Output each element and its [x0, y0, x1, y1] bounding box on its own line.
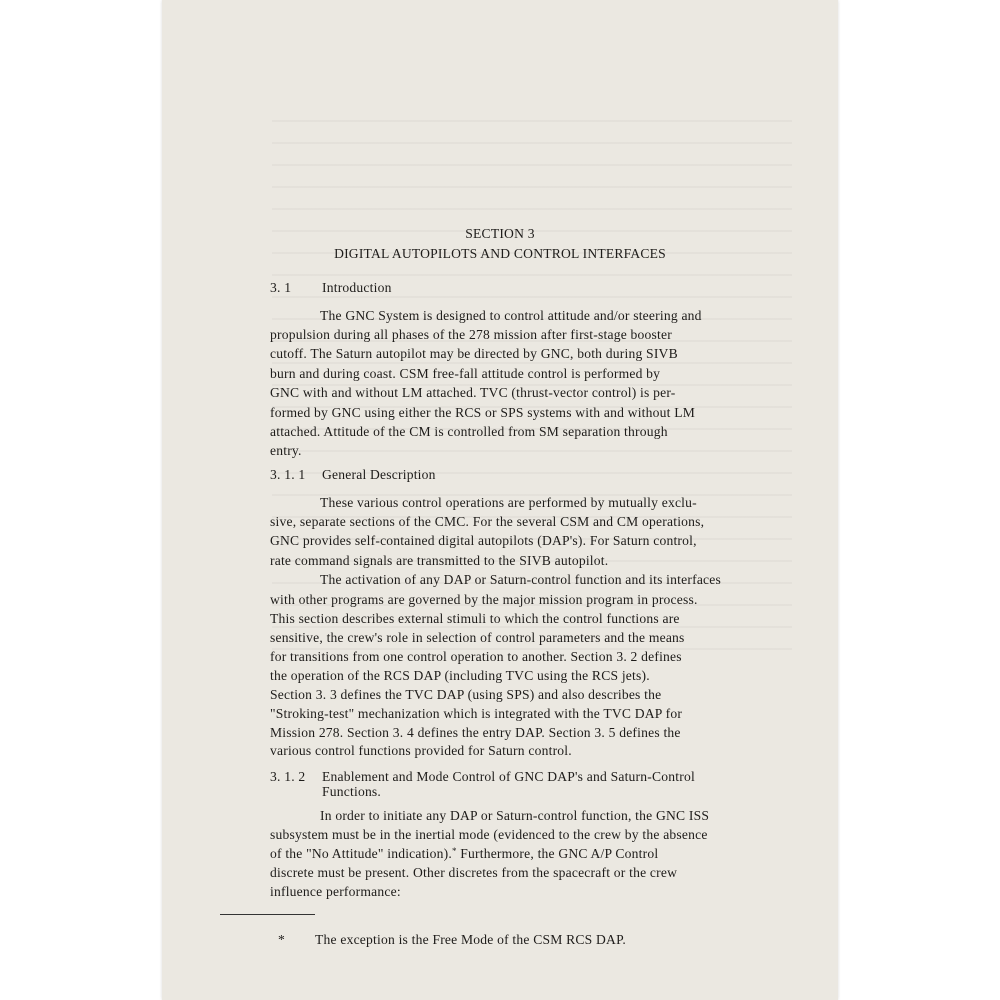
intro-line: entry.: [270, 443, 302, 458]
footnote-text: The exception is the Free Mode of the CSM RCS DAP.: [315, 932, 626, 947]
section-title: DIGITAL AUTOPILOTS AND CONTROL INTERFACES: [334, 246, 666, 261]
general-line: This section describes external stimuli to which the control functions are: [270, 611, 680, 626]
general-line: Section 3. 3 defines the TVC DAP (using SPS) and also describes the: [270, 687, 662, 702]
footnote-mark: *: [278, 932, 285, 947]
general-line: sensitive, the crew's role in selection of control parameters and the means: [270, 630, 685, 645]
general-line: GNC provides self-contained digital autopilots (DAP's). For Saturn control,: [270, 533, 697, 548]
enable-line: In order to initiate any DAP or Saturn-control function, the GNC ISS: [320, 808, 710, 823]
intro-line: GNC with and without LM attached. TVC (thrust-vector control) is per-: [270, 385, 676, 400]
general-line: "Stroking-test" mechanization which is integrated with the TVC DAP for: [270, 706, 683, 721]
intro-line: propulsion during all phases of the 278 mission after first-stage booster: [270, 327, 672, 342]
section-heading: SECTION 3: [465, 226, 535, 241]
general-line: with other programs are governed by the major mission program in process.: [270, 592, 698, 607]
intro-line: burn and during coast. CSM free-fall attitude control is performed by: [270, 366, 661, 381]
general-line: rate command signals are transmitted to the SIVB autopilot.: [270, 553, 609, 568]
general-line: sive, separate sections of the CMC. For the several CSM and CM operations,: [270, 514, 705, 529]
general-line: various control functions provided for Saturn control.: [270, 743, 572, 758]
general-line: for transitions from one control operation to another. Section 3. 2 defines: [270, 649, 682, 664]
intro-line: formed by GNC using either the RCS or SPS systems with and without LM: [270, 405, 696, 420]
section-3-1-title: Introduction: [322, 280, 392, 295]
enable-line: influence performance:: [270, 884, 401, 899]
section-3-1-2-title: Enablement and Mode Control of GNC DAP's and Saturn-Control: [322, 769, 695, 784]
general-line: These various control operations are performed by mutually exclu-: [320, 495, 697, 510]
intro-line: cutoff. The Saturn autopilot may be directed by GNC, both during SIVB: [270, 346, 678, 361]
intro-line: The GNC System is designed to control attitude and/or steering and: [320, 308, 702, 323]
document-page: [162, 0, 838, 1000]
general-line: The activation of any DAP or Saturn-control function and its interfaces: [320, 572, 722, 587]
section-3-1-2-number: 3. 1. 2: [270, 769, 306, 784]
general-line: the operation of the RCS DAP (including TVC using the RCS jets).: [270, 668, 650, 683]
general-line: Mission 278. Section 3. 4 defines the entry DAP. Section 3. 5 defines the: [270, 725, 681, 740]
footnote-marker: *: [451, 846, 457, 856]
enable-line: subsystem must be in the inertial mode (evidenced to the crew by the absence: [270, 827, 708, 842]
section-3-1-1-number: 3. 1. 1: [270, 467, 306, 482]
section-3-1-number: 3. 1: [270, 280, 292, 295]
section-3-1-2-title-cont: Functions.: [322, 784, 382, 799]
section-3-1-1-title: General Description: [322, 467, 436, 482]
enable-line: of the "No Attitude" indication).* Furthermore, the GNC A/P Control: [270, 846, 659, 861]
enable-line: discrete must be present. Other discretes from the spacecraft or the crew: [270, 865, 678, 880]
footnote-rule: [220, 914, 315, 915]
intro-line: attached. Attitude of the CM is controlled from SM separation through: [270, 424, 668, 439]
